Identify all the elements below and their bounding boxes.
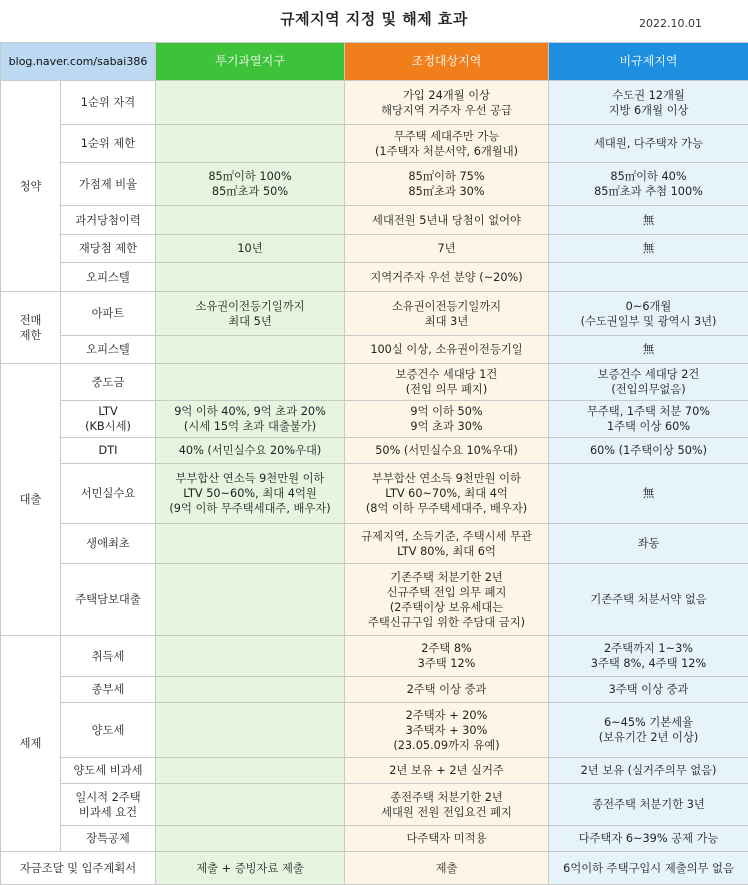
speculative-zone-cell (156, 263, 345, 292)
cell-line: (23.05.09까지 유예) (347, 738, 546, 753)
row-label (61, 636, 156, 677)
cell-line: LTV (63, 404, 153, 419)
cell-line: LTV 60~70%, 최대 4억 (347, 486, 546, 501)
non-regulated-cell (549, 636, 748, 677)
speculative-zone-cell (156, 438, 345, 464)
header-row (1, 43, 748, 81)
row-label (61, 163, 156, 206)
cell-line: 3주택 이상 중과 (551, 682, 746, 697)
cell-line: (1주택자 처분서약, 6개월내) (347, 144, 546, 159)
cell-line: 재당첨 제한 (63, 241, 153, 256)
non-regulated-cell (549, 336, 748, 364)
cell-line: 6~45% 기본세율 (551, 715, 746, 730)
cell-line: 아파트 (63, 306, 153, 321)
adjusted-zone-cell (345, 438, 549, 464)
cell-line: 7년 (347, 241, 546, 256)
row-label (61, 464, 156, 524)
cell-line: 60% (1주택이상 50%) (551, 443, 746, 458)
non-regulated-cell (549, 703, 748, 758)
speculative-zone-cell (156, 564, 345, 636)
section-tax: 세제 (1, 636, 61, 852)
non-regulated-cell (549, 206, 748, 235)
header-speculative-zone: 투기과열지구 (156, 43, 345, 81)
adjusted-zone-cell (345, 524, 549, 564)
row-label (61, 401, 156, 438)
table-row (1, 401, 748, 438)
footer-row (1, 852, 748, 885)
cell-line: 오피스텔 (63, 342, 153, 357)
cell-line: 세대전원 5년내 당첨이 없어야 (347, 213, 546, 228)
cell-line: (수도권일부 및 광역시 3년) (551, 314, 746, 329)
non-regulated-cell (549, 163, 748, 206)
speculative-zone-cell (156, 235, 345, 263)
non-regulated-cell (549, 401, 748, 438)
cell-line: 10년 (158, 241, 342, 256)
row-label (61, 263, 156, 292)
non-regulated-cell (549, 125, 748, 163)
row-label (61, 784, 156, 826)
header-adjusted-zone: 조정대상지역 (345, 43, 549, 81)
table-row (1, 438, 748, 464)
adjusted-zone-cell (345, 826, 549, 852)
row-label (61, 336, 156, 364)
adjusted-zone-cell (345, 163, 549, 206)
cell-line: 신규주택 전입 의무 폐지 (347, 585, 546, 600)
cell-line: 85㎡이하 40% (551, 169, 746, 184)
non-regulated-cell (549, 364, 748, 401)
row-label (61, 564, 156, 636)
table-row (1, 636, 748, 677)
cell-line: 다주택자 6~39% 공제 가능 (551, 831, 746, 846)
cell-line: 50% (서민실수요 10%우대) (347, 443, 546, 458)
speculative-zone-cell (156, 336, 345, 364)
cell-line: 부부합산 연소득 9천만원 이하 (347, 471, 546, 486)
blog-link[interactable]: blog.naver.com/sabai386 (1, 43, 156, 81)
cell-line: 종전주택 처분기한 2년 (347, 790, 546, 805)
adjusted-zone-cell (345, 292, 549, 336)
cell-line: (시세 15억 초과 대출불가) (158, 419, 342, 434)
non-regulated-cell (549, 826, 748, 852)
non-regulated-cell (549, 292, 748, 336)
speculative-zone-cell (156, 401, 345, 438)
row-label (61, 677, 156, 703)
cell-line: (2주택이상 보유세대는 (347, 600, 546, 615)
row-label (61, 438, 156, 464)
cell-line: 가입 24개월 이상 (347, 88, 546, 103)
cell-line: 취득세 (63, 649, 153, 664)
adjusted-zone-cell (345, 125, 549, 163)
adjusted-zone-cell (345, 81, 549, 125)
table-row (1, 336, 748, 364)
adjusted-zone-cell (345, 464, 549, 524)
footer-nonregulated-value: 6억이하 주택구입시 제출의무 없음 (549, 852, 748, 885)
cell-line: 기존주택 처분기한 2년 (347, 570, 546, 585)
adjusted-zone-cell (345, 636, 549, 677)
table-row (1, 524, 748, 564)
cell-line: 9억 초과 30% (347, 419, 546, 434)
speculative-zone-cell (156, 636, 345, 677)
row-label (61, 758, 156, 784)
speculative-zone-cell (156, 464, 345, 524)
speculative-zone-cell (156, 206, 345, 235)
row-label (61, 206, 156, 235)
cell-line: 생애최초 (63, 536, 153, 551)
cell-line: (KB시세) (63, 419, 153, 434)
cell-line: 1순위 제한 (63, 136, 153, 151)
cell-line: 85㎡초과 30% (347, 184, 546, 199)
cell-line: 세대원 전원 전입요건 폐지 (347, 805, 546, 820)
cell-line: 서민실수요 (63, 486, 153, 501)
cell-line: (보유기간 2년 이상) (551, 730, 746, 745)
cell-line: 9억 이하 50% (347, 404, 546, 419)
cell-line: 85㎡초과 50% (158, 184, 342, 199)
row-label (61, 703, 156, 758)
table-row (1, 163, 748, 206)
cell-line: 오피스텔 (63, 270, 153, 285)
cell-line: 주택담보대출 (63, 592, 153, 607)
cell-line: (8억 이하 무주택세대주, 배우자) (347, 501, 546, 516)
section-cheongyak: 청약 (1, 81, 61, 292)
cell-line: 無 (551, 486, 746, 501)
speculative-zone-cell (156, 677, 345, 703)
cell-line: 주택신규구입 위한 주담대 금지) (347, 615, 546, 630)
row-label (61, 125, 156, 163)
cell-line: 소유권이전등기일까지 (347, 299, 546, 314)
table-row (1, 263, 748, 292)
cell-line: 85㎡초과 추첨 100% (551, 184, 746, 199)
cell-line: 無 (551, 213, 746, 228)
row-label (61, 364, 156, 401)
non-regulated-cell (549, 564, 748, 636)
cell-line: 가점제 비율 (63, 177, 153, 192)
cell-line: 종부세 (63, 682, 153, 697)
speculative-zone-cell (156, 703, 345, 758)
adjusted-zone-cell (345, 235, 549, 263)
cell-line: 비과세 요건 (63, 805, 153, 820)
table-row (1, 826, 748, 852)
cell-line: 세대원, 다주택자 가능 (551, 136, 746, 151)
cell-line: 중도금 (63, 375, 153, 390)
footer-label: 자금조달 및 입주계획서 (1, 852, 156, 885)
row-label (61, 524, 156, 564)
cell-line: 다주택자 미적용 (347, 831, 546, 846)
speculative-zone-cell (156, 524, 345, 564)
cell-line: 3주택 8%, 4주택 12% (551, 656, 746, 671)
non-regulated-cell (549, 438, 748, 464)
cell-line: 무주택, 1주택 처분 70% (551, 404, 746, 419)
cell-line: 40% (서민실수요 20%우대) (158, 443, 342, 458)
non-regulated-cell (549, 758, 748, 784)
cell-line: 1주택 이상 60% (551, 419, 746, 434)
cell-line: (전입 의무 폐지) (347, 382, 546, 397)
cell-line: LTV 80%, 최대 6억 (347, 544, 546, 559)
table-row (1, 292, 748, 336)
adjusted-zone-cell (345, 564, 549, 636)
cell-line: 소유권이전등기일까지 (158, 299, 342, 314)
cell-line: 보증건수 세대당 1건 (347, 367, 546, 382)
non-regulated-cell (549, 784, 748, 826)
cell-line: 최대 3년 (347, 314, 546, 329)
speculative-zone-cell (156, 758, 345, 784)
speculative-zone-cell (156, 292, 345, 336)
table-row (1, 758, 748, 784)
footer-speculative-value: 제출 + 증빙자료 제출 (156, 852, 345, 885)
table-row (1, 364, 748, 401)
cell-line: 2년 보유 (실거주의무 없음) (551, 763, 746, 778)
date-label: 2022.10.01 (639, 17, 702, 30)
cell-line: 과거당첨이력 (63, 213, 153, 228)
cell-line: 2주택 8% (347, 641, 546, 656)
cell-line: 1순위 자격 (63, 95, 153, 110)
adjusted-zone-cell (345, 677, 549, 703)
table-row (1, 81, 748, 125)
adjusted-zone-cell (345, 401, 549, 438)
table-row (1, 206, 748, 235)
cell-line: 종전주택 처분기한 3년 (551, 797, 746, 812)
cell-line: 장특공제 (63, 831, 153, 846)
adjusted-zone-cell (345, 703, 549, 758)
cell-line: 규제지역, 소득기준, 주택시세 무관 (347, 529, 546, 544)
speculative-zone-cell (156, 826, 345, 852)
adjusted-zone-cell (345, 364, 549, 401)
section-loan: 대출 (1, 364, 61, 636)
table-row (1, 464, 748, 524)
non-regulated-cell (549, 235, 748, 263)
cell-line: 지방 6개월 이상 (551, 103, 746, 118)
cell-line: 3주택 12% (347, 656, 546, 671)
table-row (1, 235, 748, 263)
cell-line: (전입의무없음) (551, 382, 746, 397)
cell-line: 보증건수 세대당 2건 (551, 367, 746, 382)
cell-line: 양도세 (63, 723, 153, 738)
adjusted-zone-cell (345, 758, 549, 784)
cell-line: 2주택자 + 20% (347, 708, 546, 723)
table-row (1, 784, 748, 826)
speculative-zone-cell (156, 125, 345, 163)
cell-line: 최대 5년 (158, 314, 342, 329)
cell-line: 100실 이상, 소유권이전등기일 (347, 342, 546, 357)
table-row (1, 125, 748, 163)
cell-line: 좌동 (551, 536, 746, 551)
cell-line: 기존주택 처분서약 없음 (551, 592, 746, 607)
cell-line: 지역거주자 우선 분양 (~20%) (347, 270, 546, 285)
non-regulated-cell (549, 524, 748, 564)
page-title: 규제지역 지정 및 해제 효과 (0, 8, 748, 29)
speculative-zone-cell (156, 81, 345, 125)
table-row (1, 703, 748, 758)
row-label (61, 826, 156, 852)
cell-line: 2년 보유 + 2년 실거주 (347, 763, 546, 778)
speculative-zone-cell (156, 364, 345, 401)
non-regulated-cell (549, 677, 748, 703)
cell-line: 85㎡이하 75% (347, 169, 546, 184)
cell-line: LTV 50~60%, 최대 4억원 (158, 486, 342, 501)
cell-line: 3주택자 + 30% (347, 723, 546, 738)
footer-adjusted-value: 제출 (345, 852, 549, 885)
cell-line: 0~6개월 (551, 299, 746, 314)
cell-line: 부부합산 연소득 9천만원 이하 (158, 471, 342, 486)
cell-line: 2주택까지 1~3% (551, 641, 746, 656)
adjusted-zone-cell (345, 336, 549, 364)
cell-line: 85㎡이하 100% (158, 169, 342, 184)
row-label (61, 235, 156, 263)
cell-line: 양도세 비과세 (63, 763, 153, 778)
non-regulated-cell (549, 464, 748, 524)
cell-line: DTI (63, 443, 153, 458)
table-row (1, 677, 748, 703)
adjusted-zone-cell (345, 263, 549, 292)
cell-line: (9억 이하 무주택세대주, 배우자) (158, 501, 342, 516)
speculative-zone-cell (156, 163, 345, 206)
non-regulated-cell (549, 263, 748, 292)
cell-line: 무주택 세대주만 가능 (347, 129, 546, 144)
regulation-table (0, 42, 748, 885)
adjusted-zone-cell (345, 784, 549, 826)
non-regulated-cell (549, 81, 748, 125)
row-label (61, 81, 156, 125)
cell-line: 9억 이하 40%, 9억 초과 20% (158, 404, 342, 419)
speculative-zone-cell (156, 784, 345, 826)
cell-line: 수도권 12개월 (551, 88, 746, 103)
cell-line: 無 (551, 342, 746, 357)
section-resale-limit: 전매 제한 (1, 292, 61, 364)
cell-line: 일시적 2주택 (63, 790, 153, 805)
row-label (61, 292, 156, 336)
cell-line: 해당지역 거주자 우선 공급 (347, 103, 546, 118)
table-row (1, 564, 748, 636)
cell-line: 無 (551, 241, 746, 256)
adjusted-zone-cell (345, 206, 549, 235)
header-non-regulated: 비규제지역 (549, 43, 748, 81)
cell-line: 2주택 이상 중과 (347, 682, 546, 697)
